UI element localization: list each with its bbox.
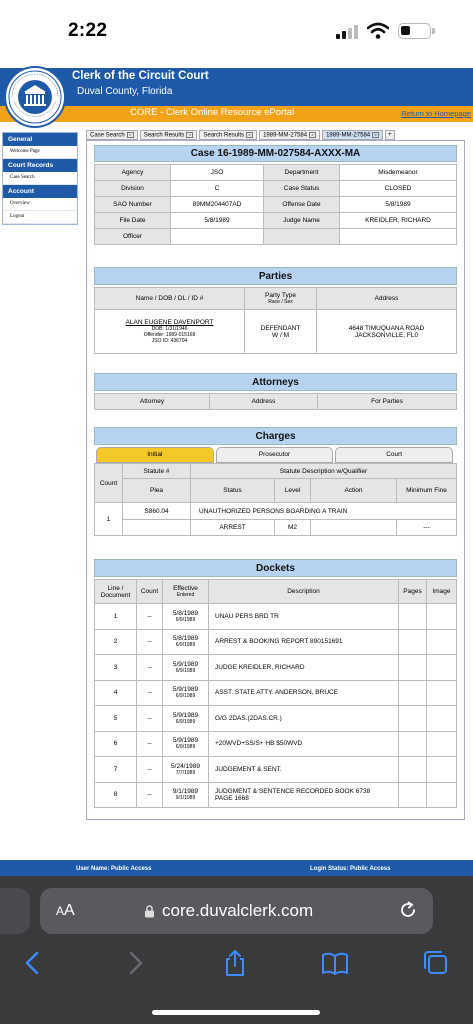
docket-effective-date: 5/8/1989 bbox=[172, 635, 199, 643]
case-status-label: Case Status bbox=[264, 181, 340, 197]
docket-image bbox=[427, 680, 457, 706]
battery-icon bbox=[398, 23, 431, 39]
docket-image bbox=[427, 731, 457, 757]
minimum-fine-header: Minimum Fine bbox=[397, 479, 457, 503]
charges-table bbox=[94, 463, 457, 536]
sidebar-item-logout[interactable]: Logout bbox=[3, 211, 77, 224]
name-header: Name / DOB / DL / ID # bbox=[95, 288, 245, 310]
plea-header: Plea bbox=[123, 479, 191, 503]
dockets-title: Dockets bbox=[94, 559, 457, 577]
docket-entered-date: 6/9/1989 bbox=[175, 642, 196, 649]
charge-action bbox=[311, 520, 397, 536]
docket-line: 3 bbox=[95, 655, 137, 681]
docket-description-cell bbox=[209, 706, 399, 732]
close-icon[interactable]: × bbox=[246, 132, 253, 138]
judge-name-label: Judge Name bbox=[264, 213, 340, 229]
charge-plea bbox=[123, 520, 191, 536]
docket-pages bbox=[399, 629, 427, 655]
docket-line: 7 bbox=[95, 757, 137, 783]
docket-entered-date: 9/1/1989 bbox=[175, 795, 196, 802]
docket-count: -- bbox=[137, 629, 163, 655]
docket-count-header: Count bbox=[137, 580, 163, 604]
docket-line: 4 bbox=[95, 680, 137, 706]
close-icon[interactable]: × bbox=[127, 132, 134, 138]
status-bar bbox=[0, 0, 473, 62]
docket-row bbox=[95, 655, 457, 681]
attorneys-title: Attorneys bbox=[94, 373, 457, 391]
docket-description: JUDGEMENT & SENT. bbox=[215, 765, 282, 773]
clerk-seal-logo bbox=[4, 66, 66, 128]
party-offender: Offender: 1989-015169 bbox=[143, 332, 196, 338]
tab-search-results-1[interactable] bbox=[140, 130, 198, 140]
document-tabs bbox=[86, 130, 397, 140]
department-value: Misdemeanor bbox=[340, 165, 457, 181]
docket-entered-date: 7/7/1989 bbox=[175, 769, 196, 776]
officer-label: Officer bbox=[95, 229, 171, 245]
docket-row bbox=[95, 629, 457, 655]
docket-description: ARREST & BOOKING REPORT 890151691 bbox=[215, 638, 343, 646]
sao-number-value: 89MM204407AD bbox=[171, 197, 264, 213]
charges-title: Charges bbox=[94, 427, 457, 445]
wifi-icon bbox=[367, 22, 389, 40]
docket-entered-date: 6/9/1989 bbox=[175, 667, 196, 674]
site-header bbox=[0, 62, 473, 126]
docket-row bbox=[95, 757, 457, 783]
docket-effective-date: 5/9/1989 bbox=[172, 660, 199, 668]
agency-value: JSO bbox=[171, 165, 264, 181]
docket-row bbox=[95, 604, 457, 630]
docket-line: 6 bbox=[95, 731, 137, 757]
footer-login-status: Login Status: Public Access bbox=[310, 866, 391, 872]
case-info-table bbox=[94, 164, 457, 245]
docket-effective-cell bbox=[163, 757, 209, 783]
dockets-table bbox=[94, 579, 457, 808]
tab-label: 1989-MM-27584 bbox=[263, 132, 308, 139]
tab-label: Search Results bbox=[143, 132, 185, 139]
address-bar[interactable] bbox=[40, 888, 433, 934]
charges-tab-prosecutor[interactable]: Prosecutor bbox=[216, 447, 334, 463]
line-document-header: Line / Document bbox=[95, 580, 137, 604]
docket-effective-cell bbox=[163, 680, 209, 706]
home-indicator bbox=[152, 1010, 320, 1015]
docket-description-cell bbox=[209, 782, 399, 808]
browser-toolbar bbox=[0, 876, 473, 1024]
docket-effective-date: 5/9/1989 bbox=[172, 737, 199, 745]
docket-description-cell bbox=[209, 655, 399, 681]
portal-name: CORE - Clerk Online Resource ePortal bbox=[130, 107, 295, 118]
party-jso-id: JSO ID: 436704 bbox=[151, 338, 188, 344]
party-type-value: DEFENDANT bbox=[260, 324, 301, 332]
docket-pages bbox=[399, 680, 427, 706]
docket-row bbox=[95, 731, 457, 757]
docket-description: +20WVD+SS/S+ HB $50WVD bbox=[215, 740, 303, 748]
charge-description: UNAUTHORIZED PERSONS BOARDING A TRAIN bbox=[191, 503, 457, 520]
charge-statute: S860.04 bbox=[123, 503, 191, 520]
case-details-panel bbox=[86, 140, 465, 820]
share-icon[interactable] bbox=[220, 949, 250, 977]
judge-name-value: KREIDLER, RICHARD bbox=[340, 213, 457, 229]
site-footer bbox=[0, 860, 473, 876]
docket-effective-cell bbox=[163, 731, 209, 757]
docket-effective-date: 9/1/1989 bbox=[172, 788, 199, 796]
docket-image bbox=[427, 629, 457, 655]
for-parties-header: For Parties bbox=[318, 394, 457, 410]
tab-label: Search Results bbox=[203, 132, 245, 139]
docket-count: -- bbox=[137, 706, 163, 732]
sidebar-heading-general: General bbox=[3, 133, 77, 146]
docket-image bbox=[427, 782, 457, 808]
docket-description: JUDGMENT & SENTENCE RECORDED BOOK 6738 bbox=[215, 787, 371, 795]
docket-effective-date: 5/24/1989 bbox=[171, 762, 200, 770]
aa-small: A bbox=[56, 904, 65, 918]
docket-line: 2 bbox=[95, 629, 137, 655]
docket-pages bbox=[399, 655, 427, 681]
charge-level: M2 bbox=[275, 520, 311, 536]
docket-pages bbox=[399, 782, 427, 808]
sidebar-item-case-search[interactable]: Case Search bbox=[3, 172, 77, 185]
action-header: Action bbox=[311, 479, 397, 503]
docket-description: ASST. STATE ATTY. ANDERSON, BRUCE bbox=[215, 689, 339, 697]
back-icon[interactable] bbox=[18, 949, 48, 977]
cellular-signal-icon bbox=[336, 25, 359, 39]
docket-line: 5 bbox=[95, 706, 137, 732]
empty-cell bbox=[264, 229, 340, 245]
empty-cell bbox=[340, 229, 457, 245]
docket-description: JUDGE KREIDLER, RICHARD bbox=[215, 663, 305, 671]
footer-user-name: User Name: Public Access bbox=[76, 866, 152, 872]
reload-icon[interactable] bbox=[398, 900, 418, 920]
sao-number-label: SAO Number bbox=[95, 197, 171, 213]
effective-header-text: Effective bbox=[173, 585, 198, 592]
tab-search-results-2[interactable] bbox=[199, 130, 257, 140]
statute-description-header: Statute Description w/Qualifier bbox=[191, 464, 457, 479]
site-subtitle: Duval County, Florida bbox=[77, 86, 173, 97]
party-dob: DOB: 1/31/1946 bbox=[151, 326, 188, 332]
dockets-section bbox=[94, 559, 457, 808]
new-tab-button[interactable]: + bbox=[385, 130, 395, 140]
docket-image bbox=[427, 706, 457, 732]
sidebar-heading-court-records: Court Records bbox=[3, 159, 77, 172]
party-race-sex: W / M bbox=[272, 331, 289, 339]
address-header: Address bbox=[317, 288, 457, 310]
docket-pages bbox=[399, 706, 427, 732]
attorneys-table bbox=[94, 393, 457, 410]
attorney-address-header: Address bbox=[210, 394, 318, 410]
docket-pages bbox=[399, 757, 427, 783]
close-icon[interactable]: × bbox=[186, 132, 193, 138]
offense-date-label: Offense Date bbox=[264, 197, 340, 213]
forward-icon[interactable] bbox=[120, 949, 150, 977]
case-status-value: CLOSED bbox=[340, 181, 457, 197]
docket-description-cell bbox=[209, 757, 399, 783]
entered-subheader: Entered bbox=[176, 592, 195, 598]
docket-row bbox=[95, 706, 457, 732]
count-header: Count bbox=[95, 464, 123, 503]
tab-case-2-active[interactable] bbox=[322, 130, 383, 140]
docket-effective-date: 5/8/1989 bbox=[172, 609, 199, 617]
offense-date-value: 5/8/1989 bbox=[340, 197, 457, 213]
docket-entered-date: 6/9/1989 bbox=[175, 718, 196, 725]
party-address-line1: 4648 TIMUQUANA ROAD bbox=[348, 324, 425, 332]
parties-section bbox=[94, 267, 457, 354]
docket-image bbox=[427, 604, 457, 630]
docket-effective-cell bbox=[163, 782, 209, 808]
party-type-cell bbox=[245, 310, 317, 354]
division-label: Division bbox=[95, 181, 171, 197]
close-icon[interactable]: × bbox=[372, 132, 379, 138]
reader-settings-button[interactable] bbox=[56, 902, 75, 920]
docket-description-cell bbox=[209, 731, 399, 757]
charge-minimum-fine: --- bbox=[397, 520, 457, 536]
sidebar-nav bbox=[2, 132, 78, 225]
url-text: core.duvalclerk.com bbox=[162, 901, 314, 920]
docket-pages bbox=[399, 604, 427, 630]
docket-count: -- bbox=[137, 782, 163, 808]
tab-label: 1989-MM-27584 bbox=[326, 132, 371, 139]
race-sex-subheader: Race / Sex bbox=[268, 299, 293, 305]
tab-label: Case Search bbox=[90, 132, 125, 139]
previous-tab-preview[interactable] bbox=[0, 888, 30, 934]
site-title: Clerk of the Circuit Court bbox=[72, 70, 209, 82]
docket-description-line2: PAGE 1668 bbox=[215, 794, 249, 802]
docket-effective-cell bbox=[163, 604, 209, 630]
division-value: C bbox=[171, 181, 264, 197]
docket-entered-date: 6/9/1989 bbox=[175, 693, 196, 700]
officer-value bbox=[171, 229, 264, 245]
aa-large: A bbox=[64, 902, 75, 919]
sidebar-item-welcome[interactable]: Welcome Page bbox=[3, 146, 77, 159]
clock: 2:22 bbox=[68, 20, 108, 41]
department-label: Department bbox=[264, 165, 340, 181]
tab-case-1[interactable] bbox=[259, 130, 320, 140]
file-date-value: 5/8/1989 bbox=[171, 213, 264, 229]
docket-line: 1 bbox=[95, 604, 137, 630]
charges-tabs bbox=[94, 447, 457, 463]
docket-count: -- bbox=[137, 757, 163, 783]
docket-effective-date: 5/9/1989 bbox=[172, 711, 199, 719]
docket-count: -- bbox=[137, 680, 163, 706]
attorneys-section bbox=[94, 373, 457, 410]
docket-image bbox=[427, 757, 457, 783]
docket-description-cell bbox=[209, 604, 399, 630]
docket-count: -- bbox=[137, 731, 163, 757]
docket-effective-cell bbox=[163, 706, 209, 732]
docket-image bbox=[427, 655, 457, 681]
docket-description: G/G 2DAS.(2DAS.CR.) bbox=[215, 714, 282, 722]
header-blue-band bbox=[0, 68, 473, 108]
charges-tab-initial[interactable]: Initial bbox=[96, 447, 214, 463]
charge-count: 1 bbox=[95, 503, 123, 536]
file-date-label: File Date bbox=[95, 213, 171, 229]
party-type-header bbox=[245, 288, 317, 310]
attorney-header: Attorney bbox=[95, 394, 210, 410]
docket-pages bbox=[399, 731, 427, 757]
docket-count: -- bbox=[137, 655, 163, 681]
party-name-cell bbox=[95, 310, 245, 354]
parties-title: Parties bbox=[94, 267, 457, 285]
level-header: Level bbox=[275, 479, 311, 503]
docket-line: 8 bbox=[95, 782, 137, 808]
docket-effective-cell bbox=[163, 655, 209, 681]
agency-label: Agency bbox=[95, 165, 171, 181]
party-address-cell bbox=[317, 310, 457, 354]
charges-tab-court[interactable]: Court bbox=[335, 447, 453, 463]
description-header: Description bbox=[209, 580, 399, 604]
case-title: Case 16-1989-MM-027584-AXXX-MA bbox=[94, 145, 457, 162]
docket-row bbox=[95, 680, 457, 706]
pages-header: Pages bbox=[399, 580, 427, 604]
docket-effective-cell bbox=[163, 629, 209, 655]
sidebar-item-overview[interactable]: Overview bbox=[3, 198, 77, 211]
docket-description: UNAU PERS BRD TR bbox=[215, 612, 279, 620]
bookmarks-icon[interactable] bbox=[320, 949, 350, 977]
lock-icon bbox=[144, 905, 155, 918]
docket-entered-date: 6/9/1989 bbox=[175, 616, 196, 623]
tab-case-search[interactable] bbox=[86, 130, 138, 140]
parties-table bbox=[94, 287, 457, 354]
docket-entered-date: 6/9/1989 bbox=[175, 744, 196, 751]
docket-description-cell bbox=[209, 680, 399, 706]
case-info-section bbox=[94, 145, 457, 245]
party-name-link[interactable]: ALAN EUGENE DAVENPORT bbox=[125, 319, 214, 326]
sidebar-heading-account: Account bbox=[3, 185, 77, 198]
tabs-icon[interactable] bbox=[421, 949, 451, 977]
charges-section bbox=[94, 427, 457, 536]
return-to-homepage-link[interactable]: Return to Homepage bbox=[401, 109, 471, 118]
close-icon[interactable]: × bbox=[309, 132, 316, 138]
docket-description-cell bbox=[209, 629, 399, 655]
statute-header: Statute # bbox=[123, 464, 191, 479]
docket-effective-date: 5/9/1989 bbox=[172, 686, 199, 694]
image-header: Image bbox=[427, 580, 457, 604]
status-header: Status bbox=[191, 479, 275, 503]
docket-row bbox=[95, 782, 457, 808]
effective-header bbox=[163, 580, 209, 604]
charge-status: ARREST bbox=[191, 520, 275, 536]
party-address-line2: JACKSONVILLE, FL0 bbox=[354, 331, 419, 339]
docket-count: -- bbox=[137, 604, 163, 630]
party-type-header-text: Party Type bbox=[265, 292, 296, 299]
